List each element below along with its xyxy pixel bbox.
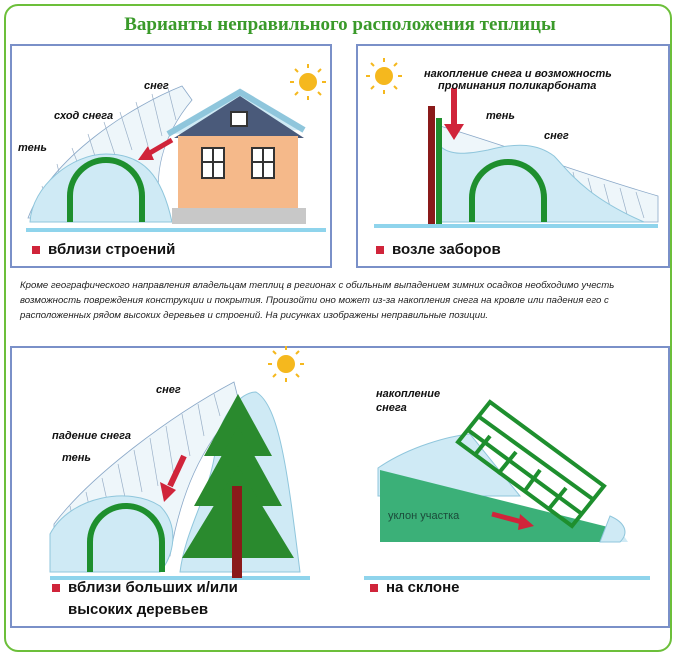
label-accumulation-line1: накопление снега и возможность	[424, 68, 612, 80]
sun-icon	[290, 64, 326, 100]
label-snow-fall: падение снега	[52, 430, 132, 442]
label-snow: снег	[156, 384, 181, 396]
sun-icon	[366, 58, 402, 94]
label-snow-slide: сход снега	[54, 110, 114, 122]
illustration-near-buildings	[12, 46, 334, 270]
label-snow: снег	[544, 130, 569, 142]
bullet-icon	[32, 246, 40, 254]
caption-near-fences: возле заборов	[392, 241, 501, 258]
label-slope: уклон участка	[388, 510, 460, 522]
house-icon	[172, 96, 306, 224]
caption-near-trees-line2: высоких деревьев	[68, 601, 209, 618]
label-accumulation-line2: проминания поликарбоната	[438, 80, 597, 92]
bullet-icon	[52, 584, 60, 592]
bullet-icon	[376, 246, 384, 254]
label-shadow: тень	[486, 110, 515, 122]
fence-icon	[428, 106, 435, 224]
caption-near-buildings: вблизи строений	[48, 241, 176, 258]
description-text: Кроме географического направления владельцам теплиц в регионах с обильным выпадением зимних осадков необходимо учесть возможность повреждения конструкции и покрытия. Произойти оно может из-за накопления снега на кровле или падения его с расположенных рядом высоких деревьев и строений. На рисунках изображены неправильные позиции.	[20, 280, 615, 321]
page-title: Варианты неправильного расположения теплицы	[124, 14, 556, 35]
sun-icon	[268, 346, 304, 382]
panel-near-buildings	[10, 44, 332, 268]
label-shadow: тень	[18, 142, 47, 154]
label-snow: снег	[144, 80, 169, 92]
caption-near-trees-line1: вблизи больших и/или	[68, 579, 238, 596]
label-shadow: тень	[62, 452, 91, 464]
panel-near-fences	[356, 44, 670, 268]
label-accumulation-line2: снега	[376, 402, 407, 414]
panel-near-trees-inner	[10, 346, 332, 628]
label-accumulation-line1: накопление	[376, 388, 441, 400]
caption-on-slope: на склоне	[386, 579, 460, 596]
bullet-icon	[370, 584, 378, 592]
panel-on-slope	[350, 346, 670, 628]
